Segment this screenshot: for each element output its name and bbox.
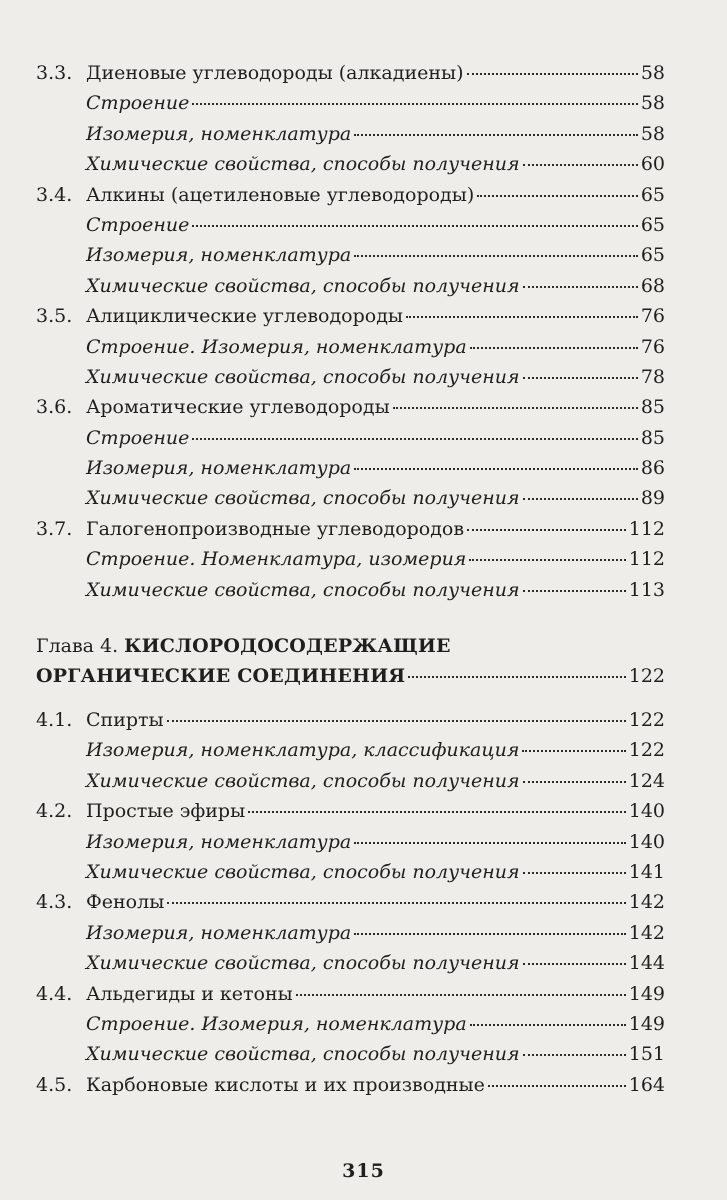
entry-number: 4.2. [36,800,73,823]
toc-section-4 [36,705,665,1100]
entry-title: Изомерия, номенклатура [86,921,352,944]
toc-entry [36,392,665,422]
entry-page: 140 [628,830,665,853]
entry-page: 142 [628,921,665,944]
entry-page: 140 [628,800,665,823]
entry-number: 4.4. [36,982,73,1005]
entry-title: Диеновые углеводороды (алкадиены) [86,62,464,84]
entry-page: 76 [640,305,665,328]
dot-leader [192,225,637,227]
entry-page: 142 [628,891,665,914]
entry-title: Строение. Изомерия, номенклатура [86,1012,467,1035]
dot-leader [470,1024,626,1026]
dot-leader [523,286,638,288]
entry-page: 122 [628,739,665,762]
entry-page: 65 [640,244,665,267]
entry-title: Изомерия, номенклатура [86,457,352,480]
toc-entry [36,979,665,1009]
entry-title: Химические свойства, способы получения [86,1043,520,1066]
toc-entry [36,735,665,765]
dot-leader [354,842,626,844]
entry-title: Химические свойства, способы получения [86,153,520,176]
dot-leader [467,529,626,531]
toc-entry [36,149,665,179]
toc-entry [36,301,665,331]
dot-leader [192,103,637,105]
entry-page: 58 [640,62,665,84]
entry-title: Химические свойства, способы получения [86,769,520,792]
entry-title: Химические свойства, способы получения [86,365,520,388]
entry-title: Строение. Изомерия, номенклатура [86,335,467,358]
toc-entry [36,887,665,917]
page-number: 315 [342,1160,385,1182]
entry-page: 60 [640,153,665,176]
toc-entry [36,58,665,88]
dot-leader [477,195,638,197]
dot-leader [467,73,638,75]
entry-title: Спирты [86,709,164,732]
entry-title: Химические свойства, способы получения [86,860,520,883]
entry-number: 4.5. [36,1073,73,1096]
toc-entry [36,362,665,392]
toc-entry [36,453,665,483]
toc-entry [36,119,665,149]
entry-number: 3.5. [36,305,73,328]
toc-entry [36,332,665,362]
entry-page: 113 [628,578,665,601]
toc-entry [36,544,665,574]
chapter-heading [36,631,665,691]
entry-page: 149 [628,1012,665,1035]
entry-title: Изомерия, номенклатура [86,830,352,853]
dot-leader [470,347,638,349]
entry-title: Карбоновые кислоты и их производные [86,1073,485,1096]
entry-number: 3.7. [36,517,73,540]
entry-title: Химические свойства, способы получения [86,578,520,601]
chapter-page: 122 [628,665,665,688]
toc-entry [36,210,665,240]
entry-page: 89 [640,487,665,510]
entry-page: 85 [640,426,665,449]
toc-entry [36,1009,665,1039]
entry-title: Ароматические углеводороды [86,396,390,419]
dot-leader [296,994,626,996]
entry-number: 3.3. [36,62,73,84]
toc-section-3 [36,58,665,605]
entry-title: Строение. Номенклатура, изомерия [86,548,467,571]
dot-leader [523,1054,626,1056]
entry-title: Галогенопроизводные углеводородов [86,517,465,540]
entry-page: 122 [628,709,665,732]
entry-page: 86 [640,457,665,480]
dot-leader [523,164,638,166]
dot-leader [523,963,626,965]
entry-page: 144 [628,952,665,975]
entry-page: 78 [640,365,665,388]
dot-leader [167,720,626,722]
entry-title: Алкины (ацетиленовые углеводороды) [86,183,475,206]
dot-leader [523,498,638,500]
chapter-title-line2: ОРГАНИЧЕСКИЕ СОЕДИНЕНИЯ [36,665,406,688]
entry-number: 3.4. [36,183,73,206]
entry-title: Альдегиды и кетоны [86,982,293,1005]
dot-leader [354,255,638,257]
entry-page: 85 [640,396,665,419]
toc-entry [36,766,665,796]
toc-entry [36,88,665,118]
toc-entry [36,827,665,857]
toc-entry [36,705,665,735]
entry-number: 4.1. [36,709,73,732]
dot-leader [408,676,625,678]
toc-entry [36,483,665,513]
entry-page: 58 [640,122,665,145]
entry-title: Изомерия, номенклатура, классификация [86,739,520,762]
entry-page: 65 [640,213,665,236]
entry-page: 112 [628,517,665,540]
toc-entry [36,948,665,978]
entry-title: Строение [86,426,190,449]
entry-page: 76 [640,335,665,358]
dot-leader [488,1085,626,1087]
toc-entry [36,271,665,301]
chapter-title-line1: КИСЛОРОДОСОДЕРЖАЩИЕ [124,635,451,658]
toc-entry [36,1039,665,1069]
dot-leader [167,902,625,904]
toc-entry [36,857,665,887]
chapter-label: Глава 4. [36,635,119,658]
toc-entry [36,514,665,544]
toc-entry [36,796,665,826]
entry-title: Химические свойства, способы получения [86,952,520,975]
entry-title: Химические свойства, способы получения [86,274,520,297]
dot-leader [354,134,638,136]
toc-entry [36,423,665,453]
entry-page: 141 [628,860,665,883]
dot-leader [248,811,626,813]
entry-page: 112 [628,548,665,571]
entry-title: Строение [86,92,190,115]
dot-leader [469,559,625,561]
entry-number: 3.6. [36,396,73,419]
dot-leader [523,377,638,379]
toc-entry [36,180,665,210]
dot-leader [354,468,638,470]
entry-page: 68 [640,274,665,297]
entry-page: 124 [628,769,665,792]
entry-title: Изомерия, номенклатура [86,122,352,145]
entry-page: 58 [640,92,665,115]
toc-entry [36,918,665,948]
entry-page: 164 [628,1073,665,1096]
dot-leader [523,872,626,874]
toc-entry [36,575,665,605]
entry-title: Фенолы [86,891,165,914]
dot-leader [406,316,638,318]
entry-title: Алициклические углеводороды [86,305,404,328]
entry-page: 65 [640,183,665,206]
entry-title: Химические свойства, способы получения [86,487,520,510]
dot-leader [192,438,637,440]
toc-entry [36,1070,665,1100]
entry-page: 151 [628,1043,665,1066]
dot-leader [354,933,626,935]
entry-number: 4.3. [36,891,73,914]
entry-title: Простые эфиры [86,800,246,823]
dot-leader [523,781,626,783]
entry-title: Строение [86,213,190,236]
dot-leader [522,750,625,752]
dot-leader [393,407,638,409]
dot-leader [523,590,626,592]
entry-title: Изомерия, номенклатура [86,244,352,267]
entry-page: 149 [628,982,665,1005]
toc-entry [36,240,665,270]
